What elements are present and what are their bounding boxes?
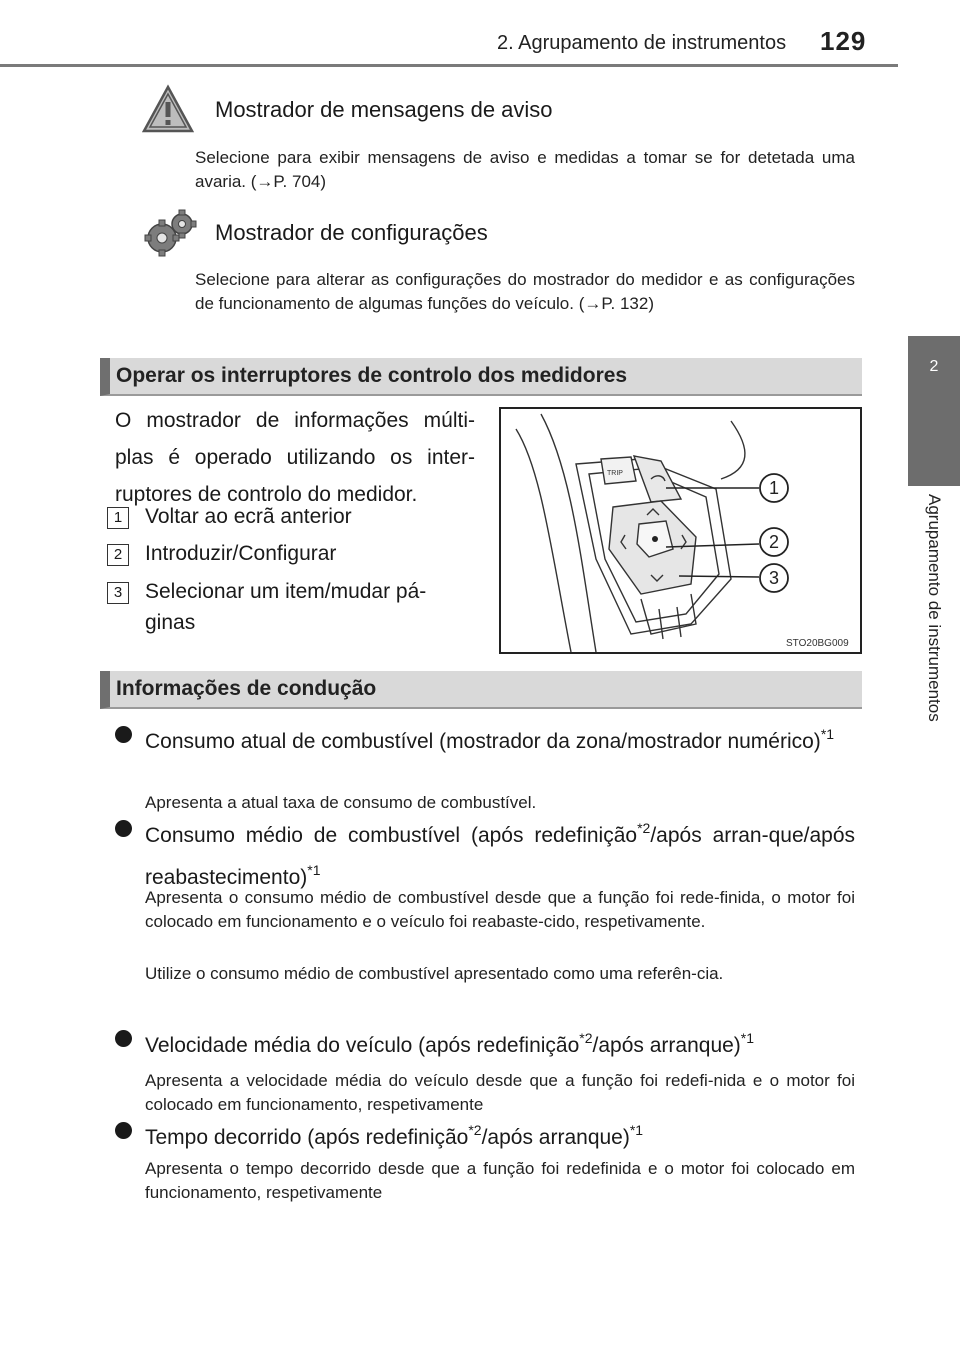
number-badge: 1 bbox=[107, 507, 129, 529]
list-item-text: Introduzir/Configurar bbox=[145, 542, 337, 565]
steering-switch-illustration bbox=[499, 407, 862, 654]
bullet-description: Apresenta o tempo decorrido desde que a função foi redefinida e o motor foi colocado em funcionamento, respetivamente bbox=[145, 1159, 855, 1202]
bullet-item bbox=[115, 1113, 855, 1155]
section-heading-controls bbox=[100, 358, 862, 396]
bullet-description: Apresenta o consumo médio de combustível desde que a função foi rede-finida, o motor foi colocado em funcionamento e o veículo foi reabaste-cido, respetivamente. bbox=[145, 888, 855, 931]
bullet-heading: Consumo atual de combustível (mostrador da zona/mostrador numérico) bbox=[145, 730, 821, 753]
item-desc-settings: Selecione para alterar as configurações do mostrador do medidor e as configurações de funcionamento de algumas funções do veículo. (→P. 132) bbox=[195, 270, 855, 313]
callout-2: 2 bbox=[768, 532, 780, 552]
footnote-ref: *1 bbox=[820, 726, 835, 742]
header-rule bbox=[0, 64, 898, 67]
list-item-text-continued: ginas bbox=[145, 611, 196, 634]
side-tab bbox=[908, 66, 960, 1362]
item-title-settings: Mostrador de configurações bbox=[215, 220, 488, 245]
bullet-item bbox=[115, 717, 855, 759]
section-heading-driving-info bbox=[100, 671, 862, 709]
bullet-item bbox=[115, 1021, 855, 1063]
bullet-dot bbox=[115, 1122, 132, 1139]
footnote-ref: *2 bbox=[579, 1030, 593, 1046]
bullet-heading-continued: /após arranque) bbox=[592, 1034, 741, 1057]
chapter-title: 2. Agrupamento de instrumentos bbox=[497, 32, 787, 54]
list-item-text: Selecionar um item/mudar pá- bbox=[145, 580, 427, 603]
bullet-heading: Velocidade média do veículo (após redefinição bbox=[145, 1034, 580, 1057]
gears-icon bbox=[142, 208, 198, 265]
footnote-ref: *2 bbox=[637, 820, 651, 836]
item-desc-warning: Selecione para exibir mensagens de aviso e medidas a tomar se for detetada uma avaria. (→P. 704) bbox=[195, 148, 855, 191]
callout-3: 3 bbox=[768, 568, 780, 588]
bullet-heading: Tempo decorrido (após redefinição bbox=[145, 1126, 469, 1149]
bullet-dot bbox=[115, 726, 132, 743]
side-tab-label: Agrupamento de instrumentos bbox=[925, 494, 944, 722]
bullet-description-extra: Utilize o consumo médio de combustível apresentado como uma referên-cia. bbox=[145, 964, 724, 983]
item-title-warning: Mostrador de mensagens de aviso bbox=[215, 97, 553, 122]
side-tab-number: 2 bbox=[908, 336, 960, 486]
bullet-dot bbox=[115, 820, 132, 837]
bullet-description: Apresenta a atual taxa de consumo de combustível. bbox=[145, 793, 537, 812]
bullet-item bbox=[115, 811, 855, 895]
number-badge: 2 bbox=[107, 544, 129, 566]
controls-intro: O mostrador de informações múlti-plas é operado utilizando os inter-ruptores de controlo do medidor. bbox=[115, 409, 475, 506]
footnote-ref: *1 bbox=[629, 1122, 644, 1138]
bullet-heading-continued: /após arran-que/após reabastecimento) bbox=[145, 824, 855, 889]
callout-1: 1 bbox=[768, 478, 780, 498]
bullet-heading-continued: /após arranque) bbox=[481, 1126, 630, 1149]
section-title-controls: Operar os interruptores de controlo dos medidores bbox=[116, 364, 628, 387]
bullet-description: Apresenta a velocidade média do veículo desde que a função foi redefi-nida e o motor foi colocado em funcionamento, respetivamente bbox=[145, 1071, 855, 1114]
footnote-ref: *1 bbox=[307, 862, 321, 878]
trip-label: TRIP bbox=[607, 470, 623, 477]
footnote-ref: *2 bbox=[468, 1122, 482, 1138]
bullet-dot bbox=[115, 1030, 132, 1047]
number-badge: 3 bbox=[107, 582, 129, 604]
warning-triangle-icon bbox=[142, 84, 194, 139]
figure-code: STO20BG009 bbox=[786, 638, 849, 649]
footnote-ref: *1 bbox=[740, 1030, 755, 1046]
bullet-heading: Consumo médio de combustível (após redefinição bbox=[145, 824, 638, 847]
section-title-driving-info: Informações de condução bbox=[116, 677, 377, 700]
page-number: 129 bbox=[820, 26, 867, 56]
list-item-text: Voltar ao ecrã anterior bbox=[145, 505, 352, 528]
